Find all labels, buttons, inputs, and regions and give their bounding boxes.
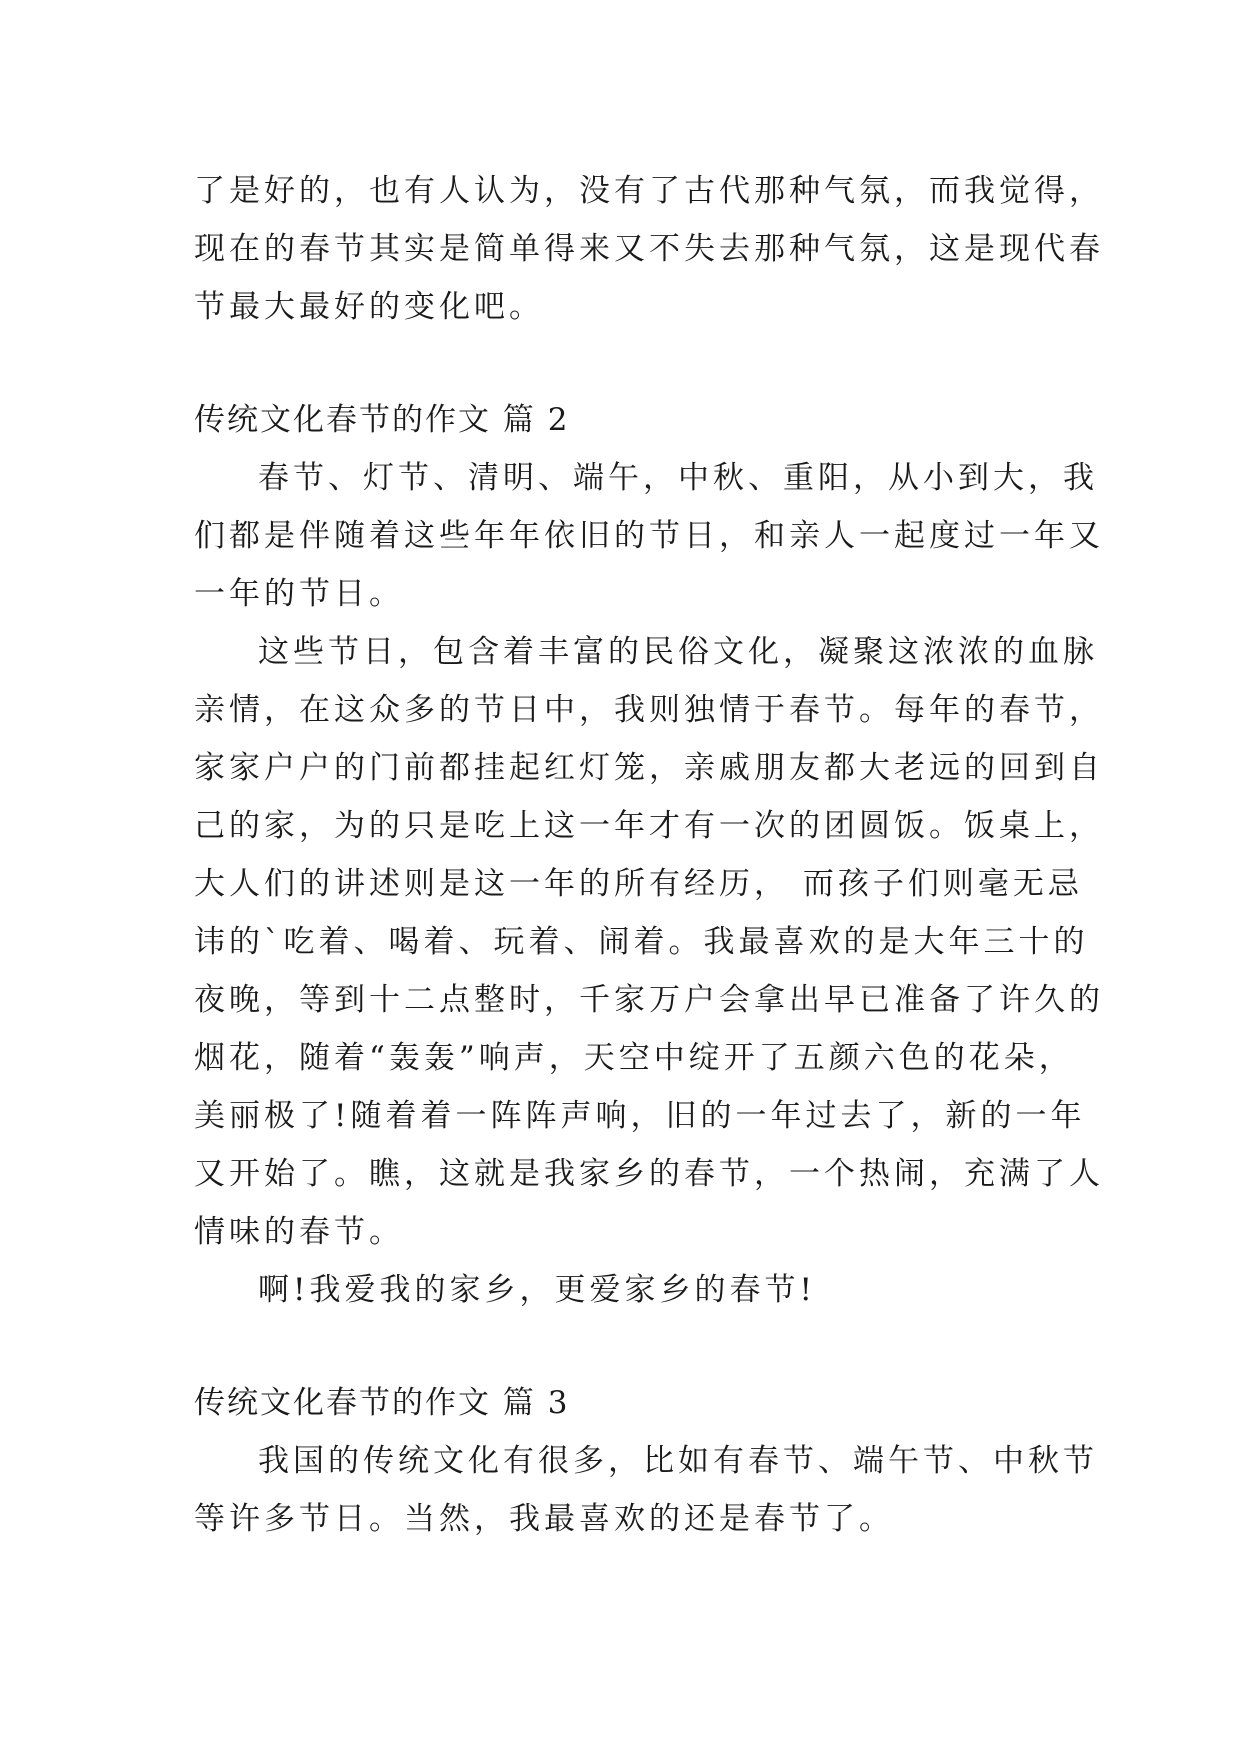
continuation-line-3: 节最大最好的变化吧。 [194,289,544,325]
section-2-p2-line-10: 又开始了。瞧，这就是我家乡的春节，一个热闹，充满了人 [194,1156,1104,1192]
section-2-p2-line-9: 美丽极了!随着着一阵阵声响，旧的一年过去了，新的一年 [194,1098,1086,1134]
continuation-line-1: 了是好的，也有人认为，没有了古代那种气氛，而我觉得， [194,173,1104,209]
section-2-p1-line-3: 一年的节日。 [194,576,404,612]
continuation-line-2: 现在的春节其实是简单得来又不失去那种气氛，这是现代春 [194,231,1104,267]
section-2-p3-line-1: 啊!我爱我的家乡，更爱家乡的春节! [258,1272,816,1308]
section-2-p2-line-3: 家家户户的门前都挂起红灯笼，亲戚朋友都大老远的回到自 [194,750,1104,786]
section-3-p1-line-1: 我国的传统文化有很多，比如有春节、端午节、中秋节 [258,1443,1098,1479]
section-2-p2-line-11: 情味的春节。 [194,1214,404,1250]
section-2-heading: 传统文化春节的作文 篇 2 [194,402,570,438]
section-2-p2-line-1: 这些节日，包含着丰富的民俗文化，凝聚这浓浓的血脉 [258,634,1098,670]
section-3-heading: 传统文化春节的作文 篇 3 [194,1385,570,1421]
section-2-p2-line-8: 烟花，随着“轰轰”响声，天空中绽开了五颜六色的花朵， [194,1040,1074,1076]
section-2-p2-line-5: 大人们的讲述则是这一年的所有经历， 而孩子们则毫无忌 [194,866,1083,902]
section-2-p2-line-2: 亲情，在这众多的节日中，我则独情于春节。每年的春节， [194,692,1104,728]
section-2-p1-line-2: 们都是伴随着这些年年依旧的节日，和亲人一起度过一年又 [194,518,1104,554]
section-2-p2-line-4: 己的家，为的只是吃上这一年才有一次的团圆饭。饭桌上， [194,808,1104,844]
section-2-p2-line-6: 讳的`吃着、喝着、玩着、闹着。我最喜欢的是大年三十的 [194,924,1089,960]
section-3-p1-line-2: 等许多节日。当然，我最喜欢的还是春节了。 [194,1501,894,1537]
section-2-p1-line-1: 春节、灯节、清明、端午，中秋、重阳，从小到大，我 [258,460,1098,496]
section-2-p2-line-7: 夜晚，等到十二点整时，千家万户会拿出早已准备了许久的 [194,982,1104,1018]
